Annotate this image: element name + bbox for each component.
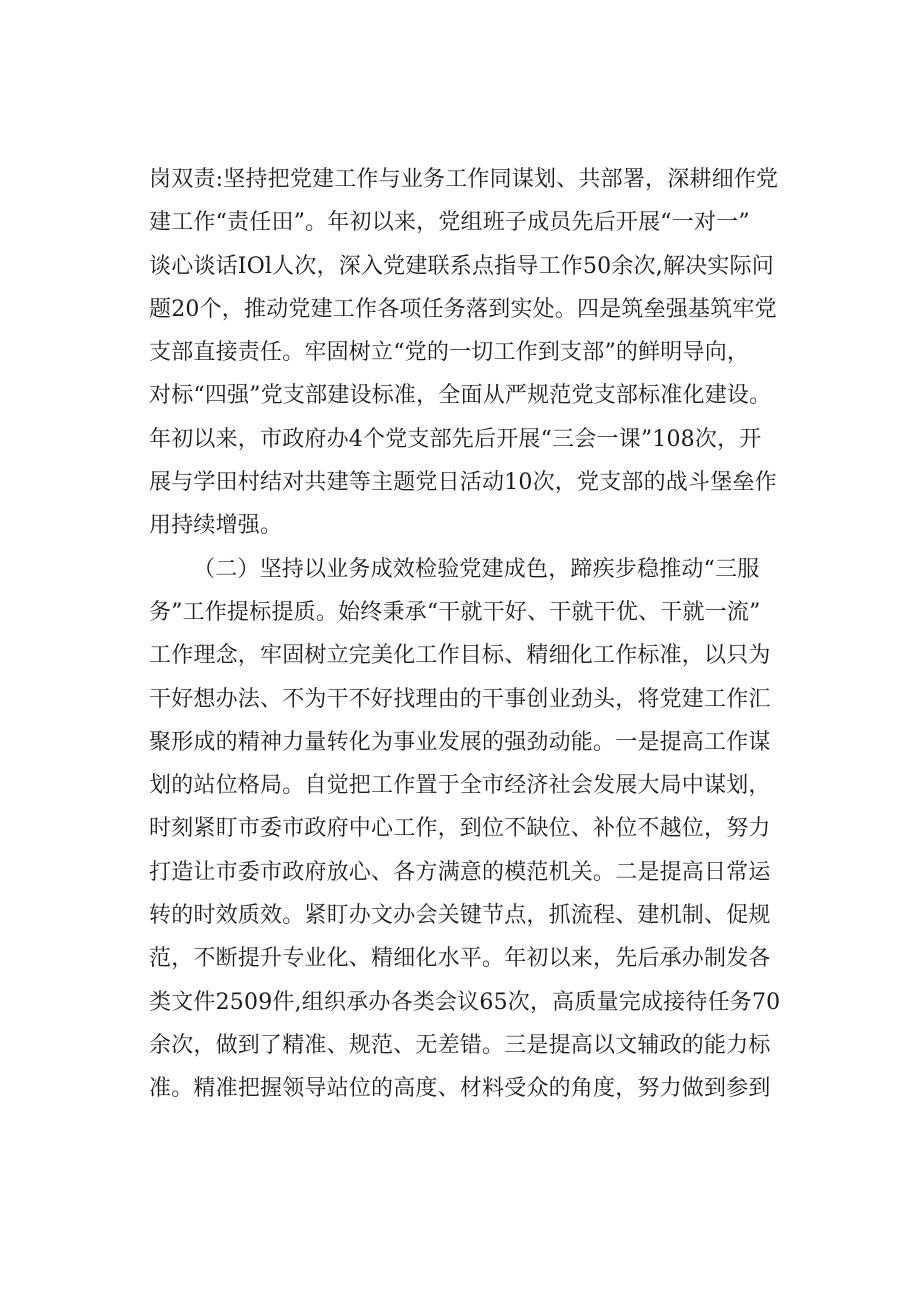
- text-line: 余次，做到了精准、规范、无差错。三是提高以文辅政的能力标: [149, 1032, 771, 1058]
- text-line: 类文件2509件,组织承办各类会议65次，高质量完成接待任务70: [149, 989, 781, 1015]
- text-line: 用持续增强。: [149, 513, 283, 539]
- section-heading-line: （二）坚持以业务成效检验党建成色，蹄疾步稳推动“三服: [193, 556, 760, 582]
- text-line: 聚形成的精神力量转化为事业发展的强劲动能。一是提高工作谋: [149, 729, 771, 755]
- text-line: 干好想办法、不为干不好找理由的干事创业劲头，将党建工作汇: [149, 686, 771, 712]
- text-line: 岗双责:坚持把党建工作与业务工作同谋划、共部署，深耕细作党: [149, 167, 779, 192]
- text-line: 支部直接责任。牢固树立“党的一切工作到支部”的鲜明导向，: [149, 340, 750, 366]
- text-line: 工作理念，牢固树立完美化工作目标、精细化工作标准，以只为: [149, 643, 771, 669]
- text-line: 建工作“责任田”。年初以来，党组班子成员先后开展“一对一”: [149, 210, 750, 236]
- text-line: 准。精准把握领导站位的高度、材料受众的角度，努力做到参到: [149, 1076, 771, 1102]
- text-line: 务”工作提标提质。始终秉承“干就干好、干就干优、干就一流”: [149, 599, 761, 625]
- text-line: 转的时效质效。紧盯办文办会关键节点，抓流程、建机制、促规: [149, 903, 771, 929]
- text-line: 打造让市委市政府放心、各方满意的模范机关。二是提高日常运: [149, 859, 771, 885]
- text-line: 题20个，推动党建工作各项任务落到实处。四是筑垒强基筑牢党: [149, 296, 777, 322]
- text-line: 对标“四强”党支部建设标准，全面从严规范党支部标准化建设。: [149, 383, 772, 409]
- text-line: 展与学田村结对共建等主题党日活动10次，党支部的战斗堡垒作: [149, 470, 777, 496]
- text-line: 年初以来，市政府办4个党支部先后开展“三会一课”108次，开: [149, 426, 762, 452]
- text-line: 范，不断提升专业化、精细化水平。年初以来，先后承办制发各: [149, 946, 771, 972]
- text-line: 划的站位格局。自觉把工作置于全市经济社会发展大局中谋划，: [149, 773, 771, 799]
- text-line: 时刻紧盯市委市政府中心工作，到位不缺位、补位不越位，努力: [149, 816, 771, 842]
- body-text: [149, 158, 799, 1111]
- text-line: 谈心谈话IOl人次，深入党建联系点指导工作50余次,解决实际问: [149, 253, 774, 279]
